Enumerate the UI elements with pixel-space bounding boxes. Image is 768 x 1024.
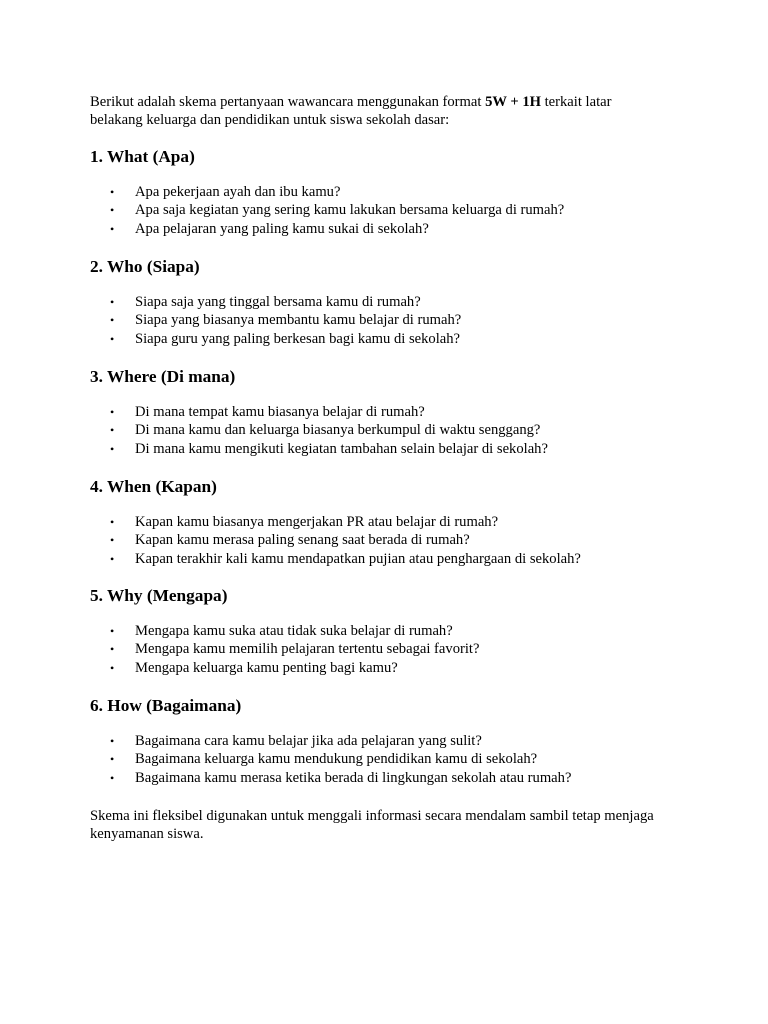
list-item [90,403,690,421]
section-heading: 4. When (Kapan) [90,477,217,496]
list-item [90,220,690,238]
bullet-icon: • [110,515,115,529]
bullet-icon: • [110,551,115,566]
list-item [90,550,690,568]
question-list [90,403,690,458]
question-text: Mengapa kamu suka atau tidak suka belajar di rumah? [135,623,453,639]
question-text: Di mana kamu mengikuti kegiatan tambahan selain belajar di sekolah? [135,440,548,457]
intro-format-bold: 5W + 1H [485,94,541,110]
bullet-icon: • [110,313,115,328]
question-list [90,293,690,348]
question-text: Apa pelajaran yang paling kamu sukai di sekolah? [135,220,429,237]
section-why [90,585,690,677]
bullet-icon: • [110,221,115,236]
question-text: Apa saja kegiatan yang sering kamu lakukan bersama keluarga di rumah? [135,202,565,219]
question-text: Mengapa keluarga kamu penting bagi kamu? [135,659,398,676]
bullet-icon: • [110,405,115,419]
question-text: Siapa saja yang tinggal bersama kamu di rumah? [135,294,421,310]
section-how [90,695,690,787]
bullet-icon: • [110,185,115,199]
list-item [90,659,690,677]
section-heading: 5. Why (Mengapa) [90,586,228,605]
list-item [90,330,690,348]
bullet-icon: • [110,331,115,346]
section-heading: 6. How (Bagaimana) [90,696,242,715]
question-list [90,732,690,787]
bullet-icon: • [110,533,115,548]
bullet-icon: • [110,295,115,309]
intro-text-before: Berikut adalah skema pertanyaan wawancara menggunakan format [90,94,486,110]
question-text: Kapan terakhir kali kamu mendapatkan pujian atau penghargaan di sekolah? [135,550,581,567]
list-item [90,311,690,329]
section-what [90,146,690,238]
list-item [90,513,690,531]
section-heading: 1. What (Apa) [90,147,195,166]
question-list [90,622,690,677]
question-text: Kapan kamu biasanya mengerjakan PR atau belajar di rumah? [135,514,499,530]
question-text: Bagaimana kamu merasa ketika berada di lingkungan sekolah atau rumah? [135,769,572,786]
intro-text-after: terkait latar belakang keluarga dan pendidikan untuk siswa sekolah dasar: [90,94,612,128]
list-item [90,640,690,658]
list-item [90,750,690,768]
bullet-icon: • [110,203,115,218]
intro-paragraph [90,93,650,129]
bullet-icon: • [110,423,115,438]
bullet-icon: • [110,734,115,748]
bullet-icon: • [110,624,115,638]
question-list [90,513,690,568]
question-text: Siapa guru yang paling berkesan bagi kamu di sekolah? [135,330,461,347]
section-who [90,256,690,348]
list-item [90,440,690,458]
list-item [90,732,690,750]
bullet-icon: • [110,660,115,675]
section-when [90,476,690,568]
section-where [90,366,690,458]
list-item [90,622,690,640]
closing-paragraph: Skema ini fleksibel digunakan untuk menggali informasi secara mendalam sambil tetap menjaga kenyamanan siswa. [90,808,654,842]
list-item [90,421,690,439]
question-list [90,183,690,238]
bullet-icon: • [110,441,115,456]
bullet-icon: • [110,770,115,785]
section-heading: 2. Who (Siapa) [90,257,200,276]
question-text: Kapan kamu merasa paling senang saat berada di rumah? [135,532,470,549]
question-text: Bagaimana cara kamu belajar jika ada pelajaran yang sulit? [135,733,482,749]
question-text: Di mana kamu dan keluarga biasanya berkumpul di waktu senggang? [135,422,541,439]
question-text: Apa pekerjaan ayah dan ibu kamu? [135,184,341,200]
list-item [90,769,690,787]
section-heading: 3. Where (Di mana) [90,367,236,386]
list-item [90,531,690,549]
bullet-icon: • [110,752,115,767]
list-item [90,201,690,219]
question-text: Bagaimana keluarga kamu mendukung pendidikan kamu di sekolah? [135,751,538,768]
question-text: Mengapa kamu memilih pelajaran tertentu sebagai favorit? [135,641,480,658]
bullet-icon: • [110,642,115,657]
question-text: Siapa yang biasanya membantu kamu belajar di rumah? [135,312,462,329]
list-item [90,183,690,201]
question-text: Di mana tempat kamu biasanya belajar di rumah? [135,404,425,420]
list-item [90,293,690,311]
